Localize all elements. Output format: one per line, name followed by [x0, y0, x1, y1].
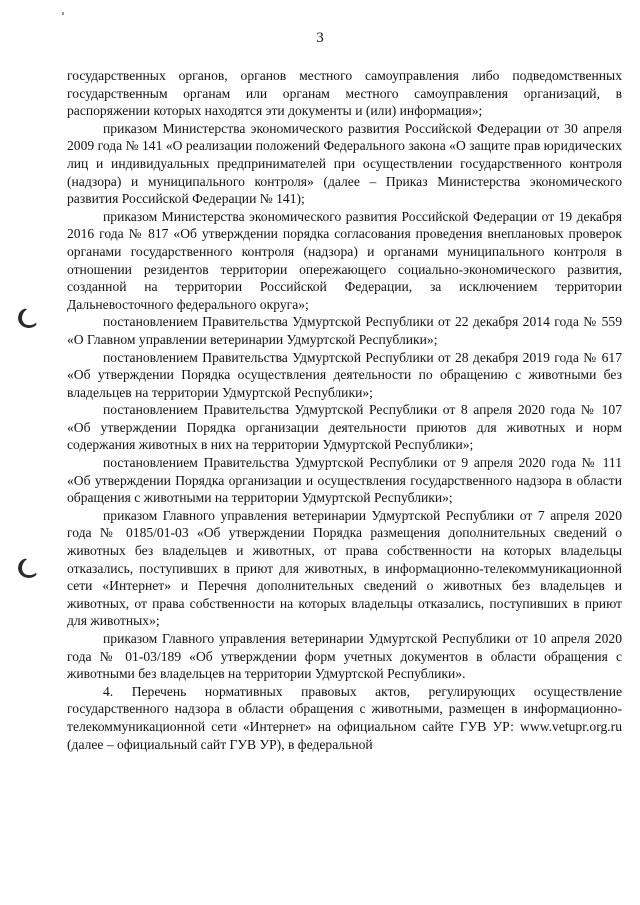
paragraph-order-141: приказом Министерства экономического развития Российской Федерации от 30 апреля 2009 года № 141 «О реализации положений Федерального закона «О защите прав юридических лиц и индивидуальных предпринимателей при осуществлении государственного контроля (надзора) и муниципального контроля» (далее – Приказ Министерства экономического развития Российской Федерации № 141); [67, 120, 622, 207]
paragraph-order-0185: приказом Главного управления ветеринарии Удмуртской Республики от 7 апреля 2020 года № 0185/01-03 «Об утверждении Порядка размещения дополнительных сведений о животных без владельцев и животных, от права собственности на которых владельцы отказались, поступивших в приют для животных, в информационно-телекоммуникационной сети «Интернет» и Перечня дополнительных сведений о животных без владельцев и животных, от права собственности на которых владельцы отказались, поступивших в приют для животных»; [67, 507, 622, 629]
binder-hole-mark [16, 306, 40, 329]
paragraph-resolution-559: постановлением Правительства Удмуртской Республики от 22 декабря 2014 года № 559 «О Главном управлении ветеринарии Удмуртской Республики»; [67, 314, 622, 347]
paragraph-resolution-617: постановлением Правительства Удмуртской Республики от 28 декабря 2019 года № 617 «Об утверждении Порядка осуществления деятельности по обращению с животными без владельцев на территории Удмуртской Республики»; [67, 349, 622, 400]
paragraph-resolution-107: постановлением Правительства Удмуртской Республики от 8 апреля 2020 года № 107 «Об утверждении Порядка организации деятельности приютов для животных и норм содержания животных в них на территории Удмуртской Республики»; [67, 402, 622, 453]
paragraph-continuation: государственных органов, органов местного самоуправления либо подведомственных государственным органам или органам местного самоуправления организаций, в распоряжении которых находятся эти документы и (или) информация»; [67, 68, 622, 119]
binder-hole-mark [16, 556, 40, 579]
paragraph-order-817: приказом Министерства экономического развития Российской Федерации от 19 декабря 2016 года № 817 «Об утверждении порядка согласования проведения внеплановых проверок органами государственного контроля (надзора) и органами муниципального контроля в отношении резидентов территории опережающего социально-экономического развития, созданной на территории Российской Федерации, за исключением территории Дальневосточного федерального округа»; [67, 208, 622, 312]
paragraph-order-189: приказом Главного управления ветеринарии Удмуртской Республики от 10 апреля 2020 года № 01-03/189 «Об утверждении форм учетных документов в области обращения с животными без владельцев на территории Удмуртской Республики». [67, 631, 622, 682]
paragraph-resolution-111: постановлением Правительства Удмуртской Республики от 9 апреля 2020 года № 111 «Об утверждении Порядка организации и осуществления государственного надзора в области обращения с животными на территории Удмуртской Республики»; [67, 455, 622, 506]
document-body [67, 67, 622, 753]
paragraph-item-4: 4. Перечень нормативных правовых актов, регулирующих осуществление государственного надзора в области обращения с животными, размещен в информационно-телекоммуникационной сети «Интернет» на официальном сайте ГУВ УР: www.vetupr.org.ru (далее – официальный сайт ГУВ УР), в федеральной [67, 683, 622, 752]
scan-speck [62, 12, 64, 15]
page-number: 3 [316, 30, 324, 46]
